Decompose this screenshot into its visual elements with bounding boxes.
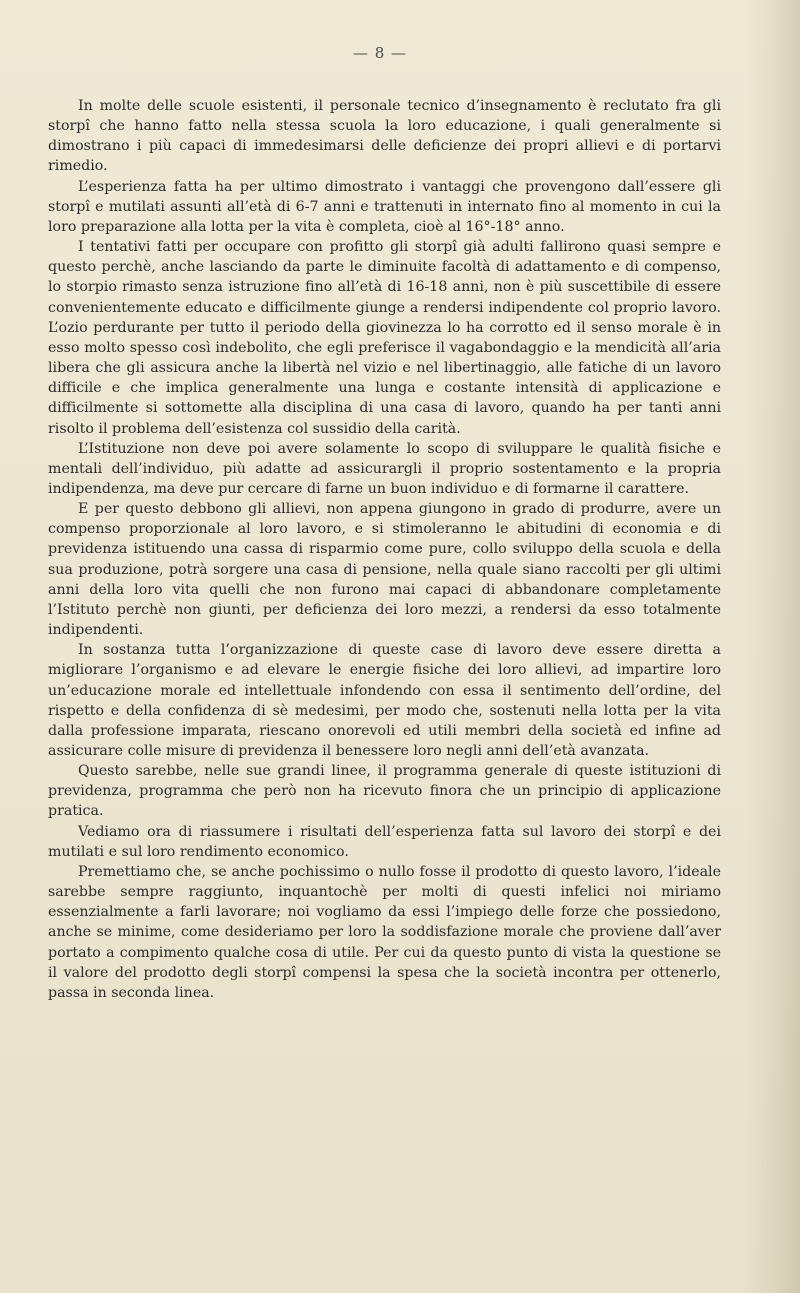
paragraph: Questo sarebbe, nelle sue grandi linee, il programma generale di queste istituzioni di previdenza, programma che però non ha ricevuto finora che un principio di applicazione pratica. xyxy=(48,763,721,820)
paragraph: L’esperienza fatta ha per ultimo dimostrato i vantaggi che provengono dall’essere gli storpî e mutilati assunti all’età di 6-7 anni e trattenuti in internato fino al momento in cui la loro preparazione alla lotta per la vita è completa, cioè al 16°-18° anno. xyxy=(48,178,721,235)
paragraph: E per questo debbono gli allievi, non appena giungono in grado di produrre, avere un compenso proporzionale al loro lavoro, e si stimoleranno le abitudini di economia e di previdenza istituendo una cassa di risparmio come pure, collo sviluppo della scuola e della sua produzione, potrà sorgere una casa di pensione, nella quale siano raccolti per gli ultimi anni della loro vita quelli che non furono mai capaci di abbandonare completamente l’Istituto perchè non giunti, per deficienza dei loro mezzi, a rendersi da esso totalmente indipendenti. xyxy=(48,501,721,639)
paragraph: In molte delle scuole esistenti, il personale tecnico d’insegnamento è reclutato fra gli storpî che hanno fatto nella stessa scuola la loro educazione, i quali generalmente si dimostrano i più capaci di immedesimarsi delle deficienze dei propri allievi e di portarvi rimedio. xyxy=(48,98,721,175)
page-number: — 8 — xyxy=(352,44,408,62)
paragraph: In sostanza tutta l’organizzazione di queste case di lavoro deve essere diretta a migliorare l’organismo e ad elevare le energie fisiche dei loro allievi, ad impartire loro un’educazione morale ed intellettuale infondendo con essa il sentimento dell’ordine, del rispetto e della confidenza di sè medesimi, per modo che, sostenuti nella lotta per la vita dalla professione imparata, riescano onorevoli ed utili membri della società ed infine ad assicurare colle misure di previdenza il benessere loro negli anni dell’età avanzata. xyxy=(48,642,721,759)
paragraph: I tentativi fatti per occupare con profitto gli storpî già adulti fallirono quasi sempre e questo perchè, anche lasciando da parte le diminuite facoltà di adattamento e di compenso, lo storpio rimasto senza istruzione fino all’età di 16-18 anni, non è più suscettibile di essere convenientemente educato e difficilmente giunge a rendersi indipendente col proprio lavoro. L’ozio perdurante per tutto il periodo della giovinezza lo ha corrotto ed il senso morale è in esso molto spesso così indebolito, che egli preferisce il vagabondaggio e la mendicità all’aria libera che gli assicura anche la libertà nel vizio e nel libertinaggio, alle fatiche di un lavoro difficile e che implica generalmente una lunga e costante intensità di applicazione e difficilmente si sottomette alla disciplina di una casa di lavoro, quando ha per tanti anni risolto il problema dell’esistenza col sussidio della carità. xyxy=(48,239,721,437)
paragraph: L’Istituzione non deve poi avere solamente lo scopo di sviluppare le qualità fisiche e mentali dell’individuo, più adatte ad assicurargli il proprio sostentamento e la propria indipendenza, ma deve pur cercare di farne un buon individuo e di formarne il carattere. xyxy=(48,440,721,497)
paragraph: Vediamo ora di riassumere i risultati dell’esperienza fatta sul lavoro dei storpî e dei mutilati e sul loro rendimento economico. xyxy=(48,823,721,860)
paragraph: Premettiamo che, se anche pochissimo o nullo fosse il prodotto di questo lavoro, l’ideale sarebbe sempre raggiunto, inquantochè per molti di questi infelici noi miriamo essenzialmente a farli lavorare; noi vogliamo da essi l’impiego delle forze che possiedono, anche se minime, come desideriamo per loro la soddisfazione morale che proviene dall’aver portato a compimento qualche cosa di utile. Per cui da questo punto di vista la questione se il valore del prodotto degli storpî compensi la spesa che la società incontra per ottenerlo, passa in seconda linea. xyxy=(48,863,721,1001)
body-text xyxy=(48,96,721,1003)
